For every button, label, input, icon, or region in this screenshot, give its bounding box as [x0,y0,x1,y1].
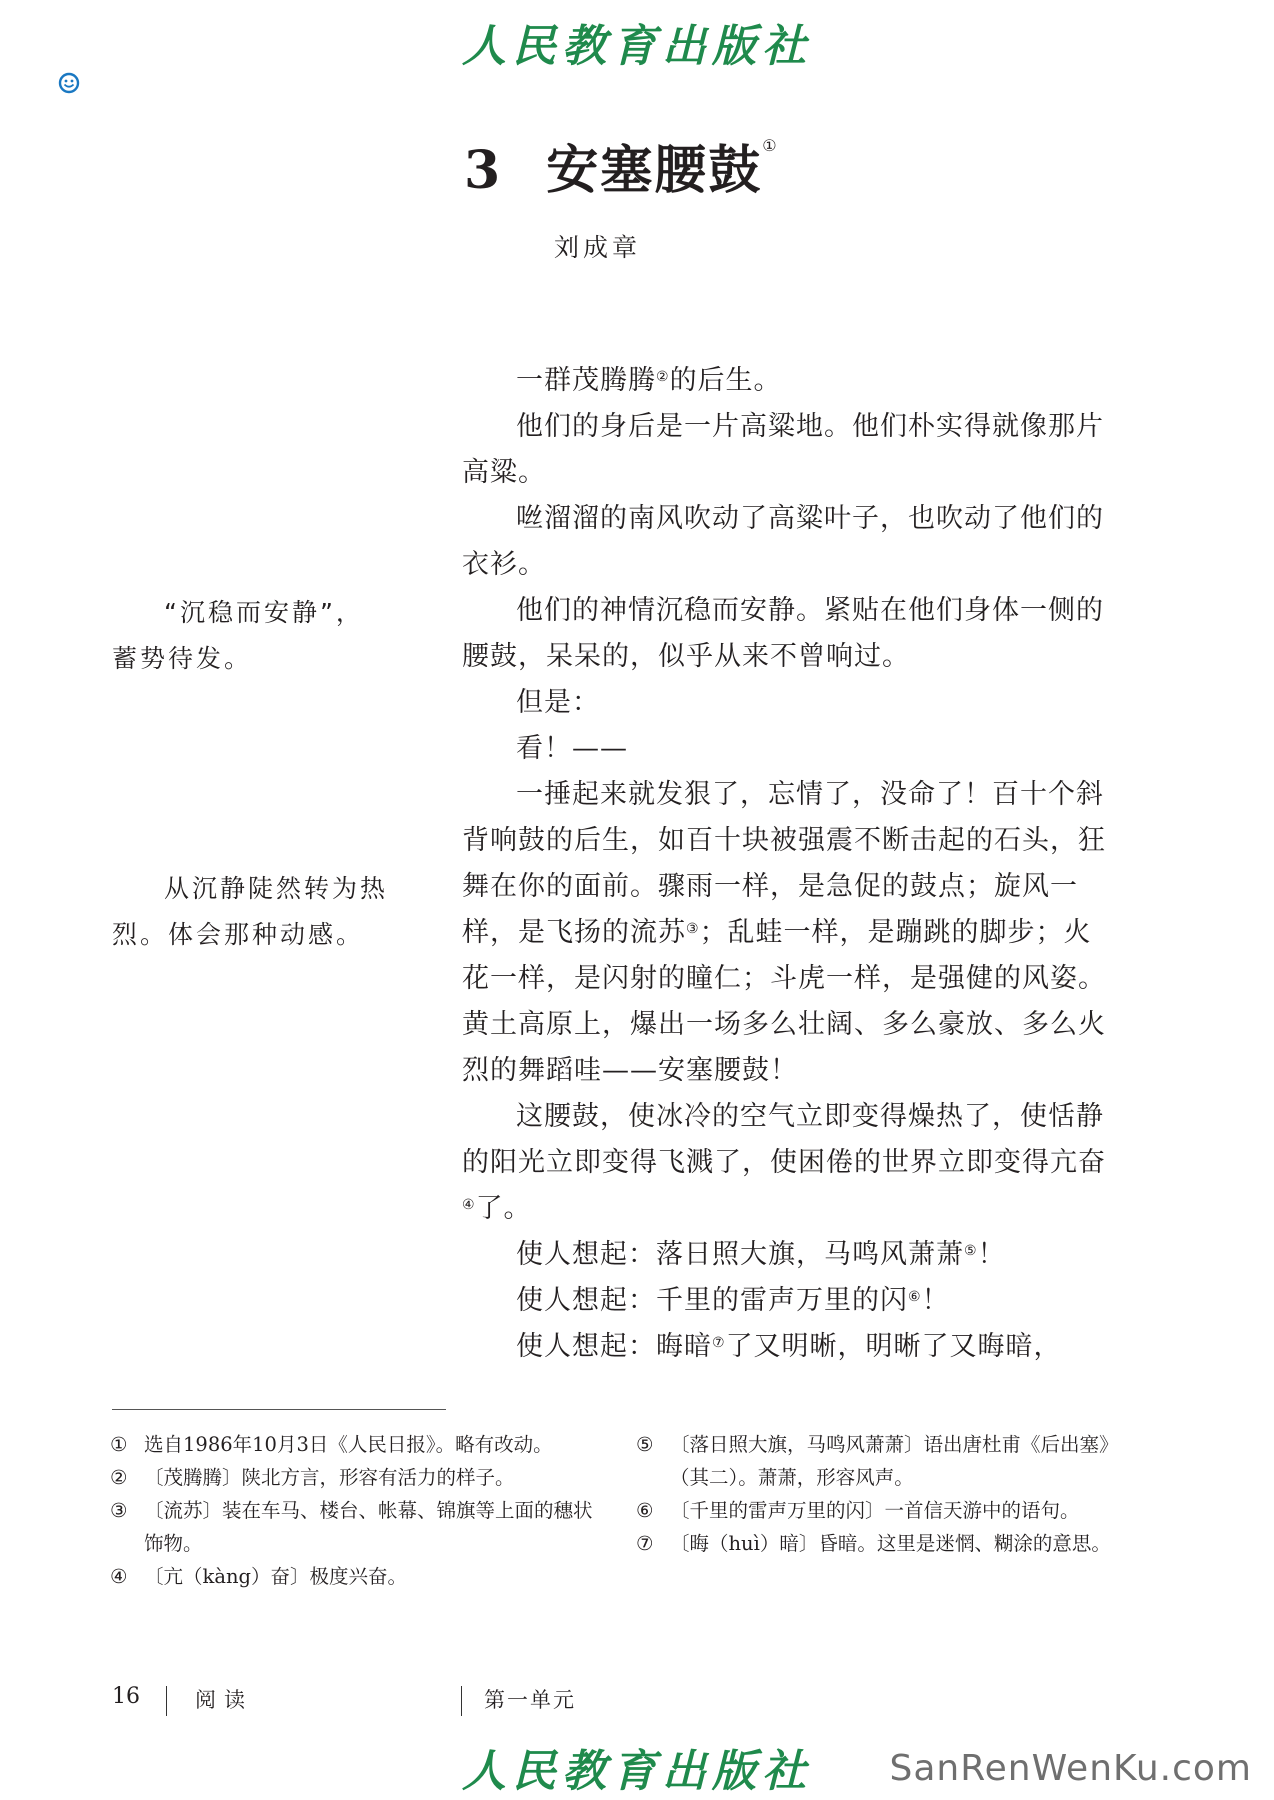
footnote-mark: ⑥ [636,1499,654,1522]
footnotes-left [110,1428,600,1593]
footnote-item [636,1494,1116,1527]
paragraph: 咝溜溜的南风吹动了高粱叶子，也吹动了他们的衣衫。 [462,503,1104,580]
footnote-item [110,1461,600,1494]
article-body [462,358,1112,1370]
paragraph: 使人想起：落日照大旗，马鸣风萧萧⑤！ [516,1239,1006,1270]
footnote-divider [112,1409,446,1410]
title-footnote-mark[interactable]: ① [762,136,779,155]
footnote-text: 〔千里的雷声万里的闪〕一首信天游中的语句。 [670,1499,1080,1522]
lesson-number: 3 [464,140,503,201]
footnote-text: 〔落日照大旗，马鸣风萧萧〕语出唐杜甫《后出塞》（其二）。萧萧，形容风声。 [670,1433,1109,1489]
paragraph: 使人想起：千里的雷声万里的闪⑥！ [516,1285,950,1316]
footnote-item [636,1428,1116,1494]
footnote-mark: ④ [110,1565,128,1588]
footer-separator [166,1686,167,1716]
paragraph: 一捶起来就发狠了，忘情了，没命了！百十个斜背响鼓的后生，如百十块被强震不断击起的石头，狂舞在你的面前。骤雨一样，是急促的鼓点；旋风一样，是飞扬的流苏③；乱蛙一样，是蹦跳的脚步；火花一样，是闪射的瞳仁；斗虎一样，是强健的风姿。黄土高原上，爆出一场多么壮阔、多么豪放、多么火烈的舞蹈哇——安塞腰鼓！ [462,779,1106,1086]
paragraph: 他们的身后是一片高粱地。他们朴实得就像那片高粱。 [462,411,1104,488]
paragraph: 这腰鼓，使冰冷的空气立即变得燥热了，使恬静的阳光立即变得飞溅了，使困倦的世界立即变得亢奋④了。 [462,1101,1106,1224]
watermark: SanRenWenKu.com [889,1748,1252,1789]
footnote-mark: ② [110,1466,128,1489]
footnote-text: 选自1986年10月3日《人民日报》。略有改动。 [144,1433,553,1456]
footnote-text: 〔流苏〕装在车马、楼台、帐幕、锦旗等上面的穗状饰物。 [144,1499,593,1555]
footer-separator [461,1686,462,1716]
footnote-ref[interactable]: ⑦ [712,1335,726,1351]
footnote-ref[interactable]: ⑥ [908,1289,922,1305]
footnote-ref[interactable]: ③ [686,921,700,937]
footer-section: 阅读 [195,1688,253,1712]
publisher-logo-bottom: 人民教育出版社 [462,1746,812,1797]
footnote-item [110,1494,600,1560]
publisher-logo-top: 人民教育出版社 [462,21,812,72]
footnote-mark: ① [110,1433,128,1456]
page-number: 16 [112,1684,140,1709]
footer-unit: 第一单元 [484,1688,576,1712]
footnote-text: 〔亢（kàng）奋〕极度兴奋。 [144,1565,407,1588]
footnotes-right [636,1428,1116,1560]
footnote-ref[interactable]: ② [656,369,670,385]
footnote-ref[interactable]: ④ [462,1197,476,1213]
margin-note-2 [112,866,412,958]
footnote-ref[interactable]: ⑤ [964,1243,978,1259]
footnote-mark: ⑤ [636,1433,654,1456]
lesson-title-text: 安塞腰鼓 [546,140,763,201]
margin-note-line: 蓄势待发。 [112,644,253,673]
footnote-mark: ③ [110,1499,128,1522]
footnote-item [636,1527,1116,1560]
paragraph: 使人想起：晦暗⑦了又明晰，明晰了又晦暗， [516,1331,1062,1362]
margin-note-line: 从沉静陡然转为热 [164,874,389,903]
margin-note-1 [112,590,412,682]
paragraph: 看！—— [516,733,628,764]
paragraph: 但是： [516,687,600,718]
footnote-text: 〔晦（huì）暗〕昏暗。这里是迷惘、糊涂的意思。 [670,1532,1111,1555]
footnote-item [110,1428,600,1461]
paragraph: 他们的神情沉稳而安静。紧贴在他们身体一侧的腰鼓，呆呆的，似乎从来不曾响过。 [462,595,1104,672]
paragraph: 一群茂腾腾②的后生。 [516,365,782,396]
author-name: 刘成章 [554,233,642,262]
smiley-face-icon[interactable] [58,72,80,94]
footnote-item [110,1560,600,1593]
footnote-mark: ⑦ [636,1532,654,1555]
margin-note-line: “沉稳而安静”， [164,598,364,627]
footnote-text: 〔茂腾腾〕陕北方言，形容有活力的样子。 [144,1466,515,1489]
lesson-title [464,128,779,203]
margin-note-line: 烈。体会那种动感。 [112,920,365,949]
